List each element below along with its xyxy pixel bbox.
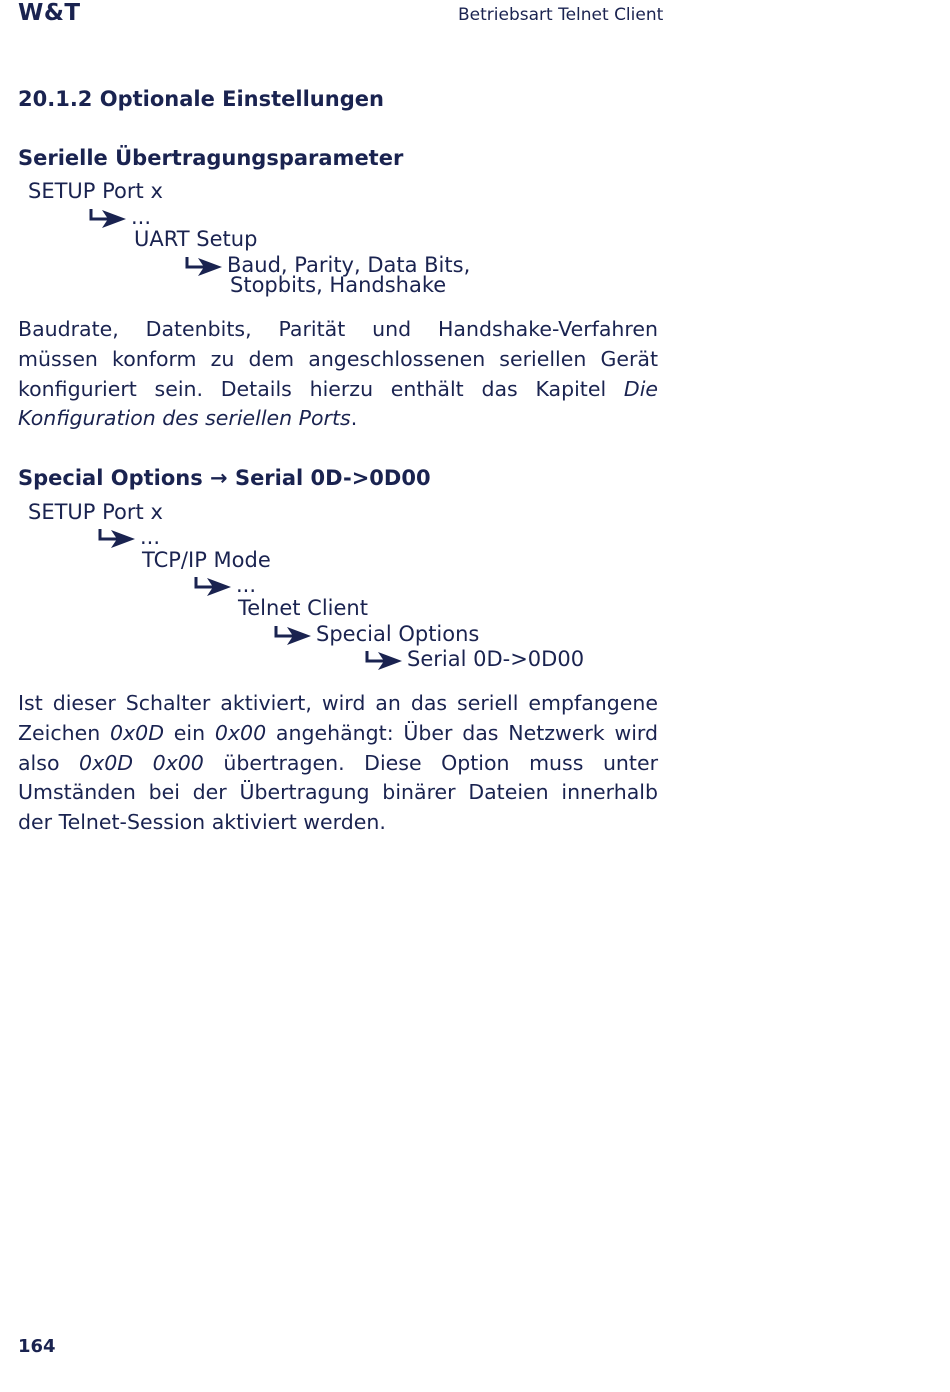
special-options-paragraph: [18, 689, 658, 838]
tree-special-line6: [273, 621, 479, 646]
special-options-heading: Special Options → Serial 0D->0D00: [18, 466, 431, 490]
code-0x0d: 0x0D: [110, 720, 165, 745]
special-text-4: übertragen. Diese Option muss unter Umständen bei der Übertragung binärer Dateien innerhalb der Telnet-Session aktiviert werden.: [18, 750, 659, 835]
tree-special-line7-text: Serial 0D->0D00: [407, 647, 585, 671]
tree-special-line1: SETUP Port x: [28, 500, 163, 524]
serial-params-heading: Serielle Übertragungsparameter: [18, 146, 404, 170]
tree-special-line7: [364, 646, 584, 671]
section-title: 20.1.2 Optionale Einstellungen: [18, 87, 384, 111]
running-head: Betriebsart Telnet Client: [458, 5, 664, 25]
hook-arrow-icon: [184, 252, 224, 276]
hook-arrow-icon: [364, 646, 404, 670]
tree-special-line2-text: ...: [140, 525, 161, 549]
hook-arrow-icon: [193, 572, 233, 596]
hook-arrow-icon: [97, 524, 137, 548]
tree-special-line4: [193, 572, 256, 597]
hook-arrow-icon: [88, 204, 128, 228]
chapter-reference: Die Konfiguration des seriellen Ports: [18, 376, 658, 431]
serial-params-text-end: .: [350, 406, 358, 431]
page-number: 164: [18, 1336, 56, 1357]
code-0x0d-0x00: 0x0D 0x00: [79, 750, 204, 775]
tree-special-line2: [97, 524, 160, 549]
serial-params-text: Baudrate, Datenbits, Parität und Handshake-Verfahren müssen konform zu dem angeschlossenen seriellen Gerät konfiguriert sein. Details hierzu enthält das Kapitel: [18, 317, 658, 401]
special-text-3: angehängt: Über das Netzwerk wird also: [18, 720, 658, 775]
tree-serial-line1: SETUP Port x: [28, 179, 163, 203]
tree-special-line3: TCP/IP Mode: [142, 548, 271, 572]
tree-serial-line2-text: ...: [131, 205, 152, 229]
tree-serial-line2: [88, 204, 151, 229]
code-0x00: 0x00: [214, 720, 267, 745]
tree-serial-line4-text: Baud, Parity, Data Bits,: [227, 253, 471, 277]
brand-logo: W&T: [18, 0, 81, 26]
tree-serial-line5: Stopbits, Handshake: [230, 273, 447, 297]
tree-special-line6-text: Special Options: [316, 622, 480, 646]
special-text-1: Ist dieser Schalter aktiviert, wird an das seriell empfangene Zeichen: [18, 691, 658, 745]
special-text-2: ein: [164, 720, 215, 745]
hook-arrow-icon: [273, 621, 313, 645]
serial-params-paragraph: [18, 315, 658, 434]
tree-serial-line3: UART Setup: [134, 227, 258, 251]
tree-special-line5: Telnet Client: [238, 596, 368, 620]
tree-special-line4-text: ...: [236, 573, 257, 597]
